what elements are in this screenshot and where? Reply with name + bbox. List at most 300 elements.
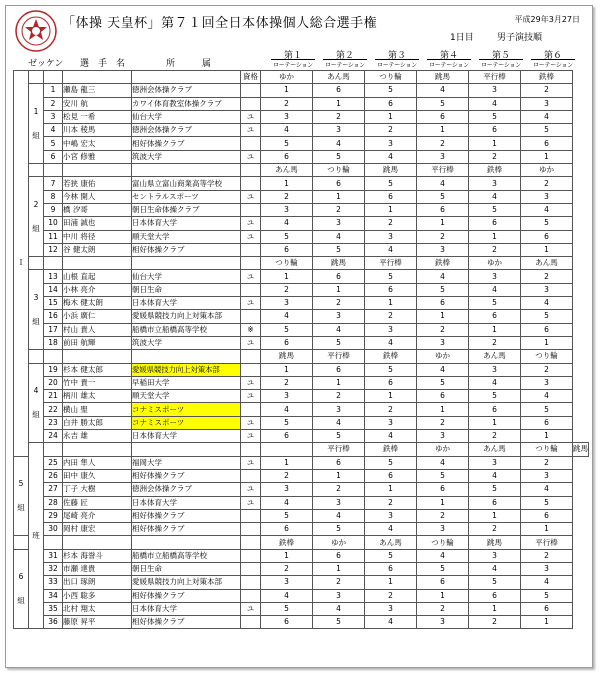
order-value: 2 (261, 469, 313, 482)
order-value: 4 (365, 430, 417, 443)
order-value: 6 (261, 243, 313, 256)
order-value: 2 (469, 616, 521, 629)
athlete-name: 杉本 海誉斗 (63, 549, 132, 562)
table-row (14, 456, 589, 469)
event-label: 跳馬 (573, 443, 589, 456)
table-row (14, 589, 589, 602)
event-label: ゆか (313, 536, 365, 549)
order-value: 3 (313, 589, 365, 602)
order-value: 3 (313, 217, 365, 230)
order-value: 5 (417, 562, 469, 575)
order-value: 5 (365, 84, 417, 97)
order-value: 2 (261, 283, 313, 296)
event-label: 跳馬 (261, 350, 313, 363)
order-value: 1 (261, 549, 313, 562)
order-value: 1 (469, 509, 521, 522)
event-label: 平行棒 (313, 443, 365, 456)
order-value: 3 (365, 509, 417, 522)
order-value: 5 (365, 270, 417, 283)
qualification-mark: ユ (241, 150, 261, 163)
blank-cell (29, 350, 44, 363)
event-label: あん馬 (261, 164, 313, 177)
order-value: 4 (469, 376, 521, 389)
athlete-club: 日本体育大学 (132, 217, 241, 230)
athlete-name: 川本 稜馬 (63, 124, 132, 137)
athlete-club: 相好体操クラブ (132, 243, 241, 256)
order-value: 3 (313, 403, 365, 416)
event-label: ゆか (521, 164, 573, 177)
athlete-club: 朝日生命 (132, 562, 241, 575)
event-label: 鉄棒 (365, 350, 417, 363)
order-value: 6 (365, 469, 417, 482)
order-value: 2 (521, 270, 573, 283)
athlete-name: 田中 康久 (63, 469, 132, 482)
order-value: 6 (417, 110, 469, 123)
qualification-mark: ユ (241, 297, 261, 310)
rotation-4-sublabel: ローテーション (429, 62, 469, 69)
col-zekken: ゼッケン (28, 59, 64, 69)
bib-number: 6 (44, 150, 63, 163)
bib-number: 8 (44, 190, 63, 203)
order-value: 4 (417, 84, 469, 97)
order-value: 1 (365, 483, 417, 496)
order-value: 4 (261, 310, 313, 323)
order-value: 1 (313, 562, 365, 575)
bib-number: 23 (44, 416, 63, 429)
table-row (14, 430, 589, 443)
athlete-club: 船橋市立船橋高等学校 (132, 323, 241, 336)
blank-cell (132, 71, 241, 84)
order-value: 2 (365, 589, 417, 602)
col-name: 選 手 名 (80, 59, 126, 69)
order-value: 1 (469, 416, 521, 429)
order-value: 6 (261, 430, 313, 443)
athlete-club: 徳洲会体操クラブ (132, 124, 241, 137)
qualification-mark (241, 177, 261, 190)
order-value: 3 (469, 177, 521, 190)
order-value: 5 (521, 496, 573, 509)
order-value: 4 (365, 616, 417, 629)
order-value: 6 (469, 124, 521, 137)
athlete-club: 筑波大学 (132, 336, 241, 349)
athlete-club: 日本体育大学 (132, 297, 241, 310)
order-value: 5 (313, 523, 365, 536)
athlete-club: 徳洲会体操クラブ (132, 483, 241, 496)
athlete-club: 早稲田大学 (132, 376, 241, 389)
bib-number: 11 (44, 230, 63, 243)
order-value: 5 (417, 469, 469, 482)
blank-cell (241, 536, 261, 549)
group-label: 2 組 (29, 177, 44, 257)
order-value: 1 (261, 363, 313, 376)
athlete-name: 中川 将径 (63, 230, 132, 243)
table-row (14, 390, 589, 403)
qualification-mark: ユ (241, 230, 261, 243)
order-value: 1 (313, 190, 365, 203)
order-value: 5 (365, 177, 417, 190)
bib-number: 13 (44, 270, 63, 283)
order-value: 1 (417, 403, 469, 416)
event-label: 跳馬 (313, 257, 365, 270)
order-value: 3 (469, 84, 521, 97)
blank-cell (132, 443, 241, 456)
order-value: 4 (365, 336, 417, 349)
order-value: 1 (261, 177, 313, 190)
athlete-name: 村山 貴人 (63, 323, 132, 336)
table-row (14, 376, 589, 389)
order-value: 6 (521, 323, 573, 336)
bib-number: 18 (44, 336, 63, 349)
order-value: 3 (521, 469, 573, 482)
athlete-name: 松見 一希 (63, 110, 132, 123)
athlete-club: 日本体育大学 (132, 496, 241, 509)
order-value: 1 (365, 110, 417, 123)
table-row (14, 403, 589, 416)
table-row (14, 509, 589, 522)
athlete-club: 仙台大学 (132, 270, 241, 283)
order-value: 4 (261, 496, 313, 509)
event-label: あん馬 (469, 350, 521, 363)
order-value: 2 (365, 124, 417, 137)
order-value: 1 (469, 230, 521, 243)
blank-cell (132, 164, 241, 177)
bib-number: 14 (44, 283, 63, 296)
rotation-2-label: 第２ (335, 51, 354, 61)
bib-number: 32 (44, 562, 63, 575)
event-label: 平行棒 (469, 71, 521, 84)
order-value: 5 (521, 403, 573, 416)
order-value: 5 (261, 323, 313, 336)
event-label: つり輪 (521, 350, 573, 363)
order-value: 5 (261, 230, 313, 243)
bib-number: 10 (44, 217, 63, 230)
event-label: 鉄棒 (417, 257, 469, 270)
order-value: 3 (469, 363, 521, 376)
order-value: 5 (261, 137, 313, 150)
order-value: 2 (261, 190, 313, 203)
order-value: 1 (417, 496, 469, 509)
order-value: 2 (469, 523, 521, 536)
order-value: 3 (417, 430, 469, 443)
athlete-club: 筑波大学 (132, 150, 241, 163)
order-value: 4 (365, 243, 417, 256)
order-value: 6 (365, 97, 417, 110)
order-value: 5 (469, 483, 521, 496)
athlete-name: 市瀬 達貴 (63, 562, 132, 575)
athlete-name: 横山 聖 (63, 403, 132, 416)
order-value: 4 (313, 602, 365, 615)
order-value: 6 (417, 390, 469, 403)
order-value: 3 (313, 496, 365, 509)
qualification-mark: ユ (241, 496, 261, 509)
blank-cell (132, 257, 241, 270)
athlete-name: 内田 隼人 (63, 456, 132, 469)
order-value: 6 (313, 270, 365, 283)
event-label: 鉄棒 (521, 71, 573, 84)
order-value: 5 (469, 110, 521, 123)
bib-number: 17 (44, 323, 63, 336)
order-value: 6 (469, 589, 521, 602)
group-label: 6 組 (14, 549, 29, 629)
qualification-mark (241, 203, 261, 216)
event-label: つり輪 (521, 443, 573, 456)
order-value: 3 (261, 483, 313, 496)
order-value: 6 (313, 549, 365, 562)
event-label: つり輪 (313, 164, 365, 177)
order-value: 1 (365, 297, 417, 310)
table-row (14, 230, 589, 243)
order-value: 3 (469, 456, 521, 469)
order-value: 2 (313, 203, 365, 216)
order-value: 6 (261, 336, 313, 349)
group-label: 4 組 (29, 363, 44, 443)
order-value: 2 (365, 310, 417, 323)
order-value: 5 (469, 297, 521, 310)
qualification-mark: ユ (241, 456, 261, 469)
event-label: あん馬 (469, 443, 521, 456)
order-value: 4 (469, 562, 521, 575)
athlete-name: 丁子 大樹 (63, 483, 132, 496)
athlete-name: 杉本 健太郎 (63, 363, 132, 376)
bib-number: 21 (44, 390, 63, 403)
order-value: 6 (469, 310, 521, 323)
qualification-mark: ユ (241, 483, 261, 496)
order-value: 5 (521, 589, 573, 602)
order-value: 5 (365, 456, 417, 469)
order-value: 2 (521, 456, 573, 469)
qualification-mark (241, 137, 261, 150)
order-value: 6 (313, 84, 365, 97)
order-value: 6 (521, 602, 573, 615)
blank-cell (241, 164, 261, 177)
qualification-mark (241, 589, 261, 602)
bib-number: 15 (44, 297, 63, 310)
order-value: 1 (313, 469, 365, 482)
bib-number: 2 (44, 97, 63, 110)
order-value: 2 (417, 137, 469, 150)
order-value: 2 (261, 376, 313, 389)
blank-cell (44, 536, 63, 549)
table-row (14, 416, 589, 429)
bib-number: 36 (44, 616, 63, 629)
order-value: 1 (469, 323, 521, 336)
table-row (14, 137, 589, 150)
blank-cell (44, 350, 63, 363)
table-row (14, 150, 589, 163)
order-value: 5 (365, 363, 417, 376)
table-row (14, 124, 589, 137)
qualification-mark: ユ (241, 110, 261, 123)
order-value: 2 (417, 509, 469, 522)
event-label: あん馬 (365, 536, 417, 549)
order-value: 6 (365, 283, 417, 296)
blank-cell (29, 257, 44, 270)
order-value: 4 (261, 589, 313, 602)
order-value: 5 (469, 576, 521, 589)
athlete-name: 瀬島 龍三 (63, 84, 132, 97)
athlete-club: 愛媛県競技力向上対策本部 (132, 363, 241, 376)
order-value: 1 (521, 150, 573, 163)
order-value: 1 (417, 217, 469, 230)
order-value: 3 (469, 270, 521, 283)
athlete-name: 北村 翔太 (63, 602, 132, 615)
table-row (14, 602, 589, 615)
order-value: 1 (365, 203, 417, 216)
order-value: 4 (313, 137, 365, 150)
blank-cell (44, 257, 63, 270)
order-value: 5 (313, 243, 365, 256)
order-value: 2 (521, 549, 573, 562)
order-value: 2 (521, 177, 573, 190)
order-value: 3 (365, 137, 417, 150)
order-value: 1 (469, 137, 521, 150)
order-value: 5 (313, 150, 365, 163)
order-value: 3 (521, 190, 573, 203)
order-value: 2 (313, 576, 365, 589)
order-value: 6 (417, 483, 469, 496)
athlete-name: 前田 航輝 (63, 336, 132, 349)
order-value: 1 (521, 616, 573, 629)
bib-number: 5 (44, 137, 63, 150)
blank-cell (63, 164, 132, 177)
order-value: 6 (469, 496, 521, 509)
qualification-mark: ユ (241, 336, 261, 349)
order-value: 2 (469, 150, 521, 163)
event-label: 平行棒 (417, 164, 469, 177)
bib-number: 30 (44, 523, 63, 536)
order-value: 4 (521, 203, 573, 216)
order-value: 4 (261, 124, 313, 137)
table-row (14, 496, 589, 509)
bib-number: 25 (44, 456, 63, 469)
order-value: 6 (417, 576, 469, 589)
athlete-club: 愛媛県競技力向上対策本部 (132, 310, 241, 323)
qualification-mark (241, 310, 261, 323)
rotation-5-sublabel: ローテーション (481, 62, 521, 69)
blank-cell (241, 443, 261, 456)
rotation-6-sublabel: ローテーション (533, 62, 573, 69)
order-value: 3 (261, 110, 313, 123)
order-value: 6 (313, 363, 365, 376)
order-value: 3 (365, 230, 417, 243)
table-row (14, 310, 589, 323)
order-value: 2 (521, 84, 573, 97)
event-label: 跳馬 (469, 536, 521, 549)
event-row (14, 536, 589, 549)
order-value: 2 (417, 230, 469, 243)
order-value: 6 (261, 616, 313, 629)
table-row (14, 97, 589, 110)
order-value: 3 (521, 562, 573, 575)
athlete-name: 柄川 雄太 (63, 390, 132, 403)
bib-number: 16 (44, 310, 63, 323)
order-value: 2 (261, 97, 313, 110)
order-value: 5 (261, 416, 313, 429)
athlete-club: 相好体操クラブ (132, 616, 241, 629)
blank-cell (29, 164, 44, 177)
athlete-name: 佐藤 匠 (63, 496, 132, 509)
blank-cell (241, 350, 261, 363)
order-value: 5 (469, 203, 521, 216)
blank-cell (44, 443, 63, 456)
order-value: 2 (365, 217, 417, 230)
order-value: 6 (417, 203, 469, 216)
order-value: 4 (313, 323, 365, 336)
table-row (14, 190, 589, 203)
table-row (14, 217, 589, 230)
blank-cell (14, 536, 29, 549)
order-value: 4 (521, 576, 573, 589)
event-label: つり輪 (261, 257, 313, 270)
order-value: 6 (261, 150, 313, 163)
order-value: 5 (417, 283, 469, 296)
order-value: 5 (521, 310, 573, 323)
bib-number: 28 (44, 496, 63, 509)
order-value: 3 (313, 124, 365, 137)
order-value: 6 (469, 217, 521, 230)
group-label: 5 組 (14, 456, 29, 536)
athlete-club: コナミスポーツ (132, 403, 241, 416)
table-row (14, 297, 589, 310)
event-label: 平行棒 (521, 536, 573, 549)
athlete-club: 相好体操クラブ (132, 523, 241, 536)
athlete-name: 若狭 康佑 (63, 177, 132, 190)
athlete-club: 順天堂大学 (132, 230, 241, 243)
order-value: 1 (365, 390, 417, 403)
blank-cell (29, 71, 44, 84)
qualification-mark (241, 84, 261, 97)
date-label: 平成29年3月27日 (514, 15, 580, 24)
blank-cell (63, 443, 132, 456)
bib-number: 31 (44, 549, 63, 562)
start-order-table (13, 70, 589, 629)
order-value: 5 (521, 124, 573, 137)
qualification-mark (241, 576, 261, 589)
order-value: 4 (313, 416, 365, 429)
day-label: 1日目 (450, 33, 474, 43)
athlete-club: 朝日生命体操クラブ (132, 203, 241, 216)
order-value: 2 (365, 496, 417, 509)
order-value: 3 (469, 549, 521, 562)
qualification-mark (241, 469, 261, 482)
event-label: ゆか (261, 71, 313, 84)
athlete-name: 橋 汐哥 (63, 203, 132, 216)
order-value: 4 (469, 469, 521, 482)
order-value: 3 (521, 376, 573, 389)
order-value: 3 (261, 203, 313, 216)
order-value: 3 (365, 323, 417, 336)
order-value: 4 (313, 509, 365, 522)
order-value: 6 (365, 562, 417, 575)
athlete-club: 福岡大学 (132, 456, 241, 469)
order-value: 2 (313, 110, 365, 123)
qualification-mark: ※ (241, 323, 261, 336)
blank-cell (63, 257, 132, 270)
col-club: 所 属 (166, 59, 212, 69)
bib-number: 7 (44, 177, 63, 190)
event-label: 跳馬 (365, 164, 417, 177)
federation-logo (14, 9, 58, 53)
blank-cell (44, 71, 63, 84)
athlete-club: 相好体操クラブ (132, 469, 241, 482)
bib-number: 19 (44, 363, 63, 376)
order-value: 1 (261, 270, 313, 283)
athlete-name: 安川 航 (63, 97, 132, 110)
order-value: 4 (313, 230, 365, 243)
bib-number: 35 (44, 602, 63, 615)
qualification-mark (241, 549, 261, 562)
order-value: 4 (469, 97, 521, 110)
